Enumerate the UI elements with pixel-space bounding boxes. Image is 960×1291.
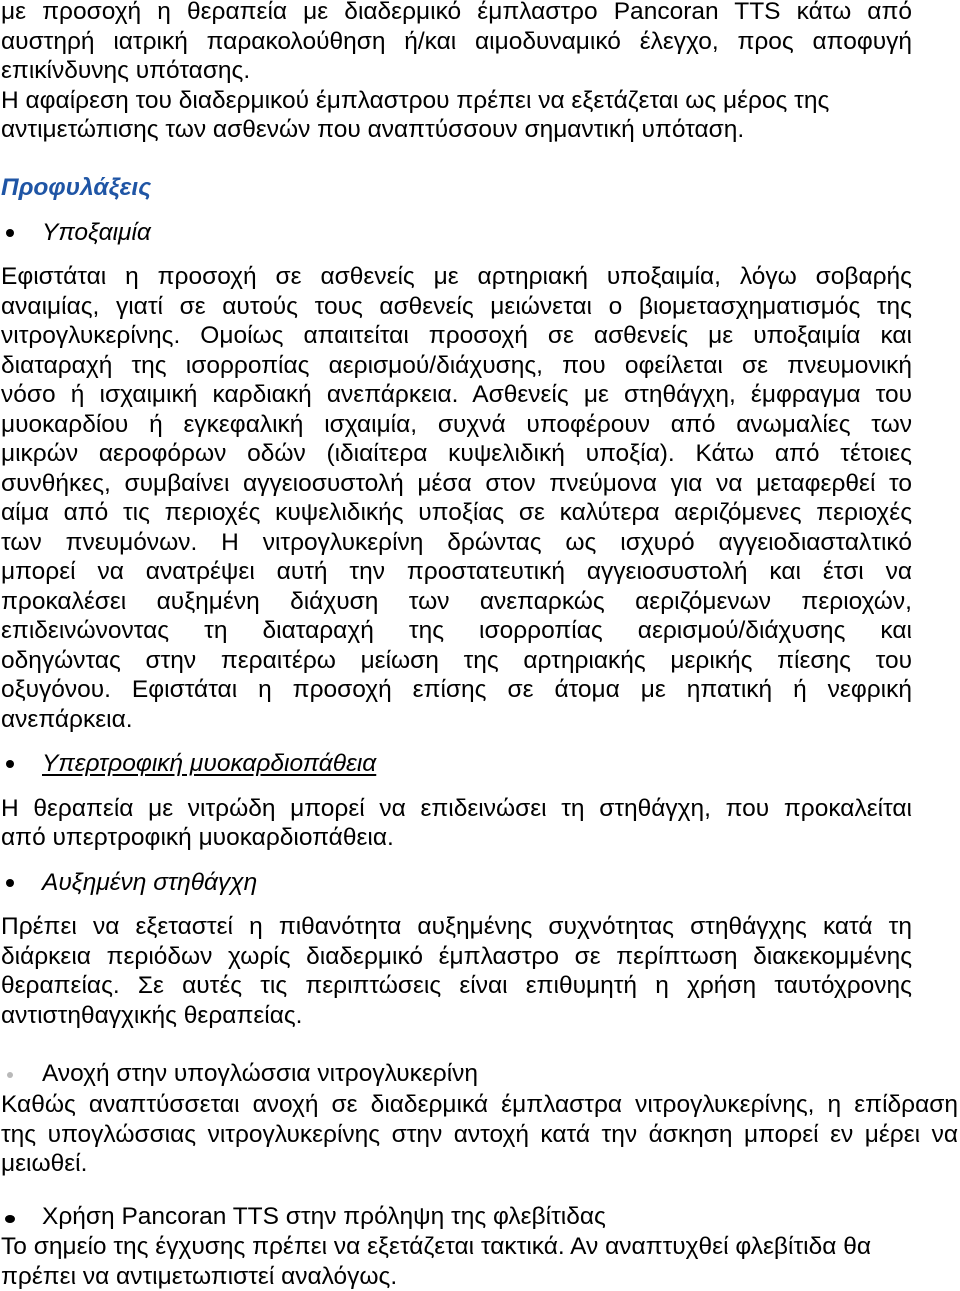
paragraph-line: Η αφαίρεση του διαδερμικού έμπλαστρου πρέπει να εξετάζεται ως μέρος της xyxy=(1,86,830,114)
section-title-row xyxy=(1,218,959,248)
paragraph-line: ανεπάρκεια. xyxy=(1,705,133,733)
paragraph-line: διαταραχή της ισορροπίας αερισμού/διάχυσης, που οφείλεται σε πνευμονική xyxy=(1,351,912,379)
paragraph-line: θεραπείας. Σε αυτές τις περιπτώσεις είναι επιθυμητή η χρήση ταυτόχρονης xyxy=(1,972,912,1000)
paragraph-line: επιδεινώνοντας τη διαταραχή της ισορροπίας αερισμού/διάχυσης και xyxy=(1,617,912,645)
paragraph-line: μυοκαρδίου ή εγκεφαλική ισχαιμία, συχνά υποφέρουν από ανωμαλίες των xyxy=(1,410,912,438)
section-title: Ανοχή στην υπογλώσσια νιτρογλυκερίνη xyxy=(42,1060,479,1088)
paragraph-line: μικρών αεροφόρων οδών (ιδιαίτερα κυψελιδική υποξία). Κάτω από τέτοιες xyxy=(1,440,912,468)
paragraph-line: νιτρογλυκερίνης. Ομοίως απαιτείται προσοχή σε ασθενείς με υποξαιμία και xyxy=(1,322,912,350)
paragraph-line: από υπερτροφική μυοκαρδιοπάθεια. xyxy=(1,824,394,852)
paragraph-line: αυστηρή ιατρική παρακολούθηση ή/και αιμοδυναμικό έλεγχο, προς αποφυγή xyxy=(1,27,912,55)
section-title-row xyxy=(1,749,959,779)
paragraph-line: επικίνδυνης υπότασης. xyxy=(1,57,251,85)
section-title-row xyxy=(1,1059,959,1089)
section-title: Υποξαιμία xyxy=(42,218,151,246)
paragraph-line: με προσοχή η θεραπεία με διαδερμικό έμπλαστρο Pancoran TTS κάτω από xyxy=(1,0,912,26)
paragraph-line: οδηγώντας στην περαιτέρω μείωση της αρτηριακής μερικής πίεσης του xyxy=(1,646,912,674)
paragraph-line: μπορεί να ανατρέψει αυτή την προστατευτική αγγειοσυστολή και έτσι να xyxy=(1,558,912,586)
paragraph-line: μειωθεί. xyxy=(1,1150,88,1178)
paragraph-line: Εφιστάται η προσοχή σε ασθενείς με αρτηριακή υποξαιμία, λόγω σοβαρής xyxy=(1,263,912,291)
bullet-icon xyxy=(7,1072,13,1078)
paragraph-line: των πνευμόνων. Η νιτρογλυκερίνη δρώντας ως ισχυρό αγγειοδιασταλτικό xyxy=(1,528,912,556)
section-heading: Προφυλάξεις xyxy=(1,174,152,202)
paragraph-line: αναιμίας, γιατί σε αυτούς τους ασθενείς μειώνεται ο βιομετασχηματισμός της xyxy=(1,292,912,320)
bullet-icon xyxy=(6,760,14,768)
paragraph-line: Το σημείο της έγχυσης πρέπει να εξετάζεται τακτικά. Αν αναπτυχθεί φλεβίτιδα θα xyxy=(1,1233,871,1261)
section-paragraph xyxy=(1,262,959,734)
paragraph-line: αίμα από τις περιοχές κυψελιδικής υποξίας σε καλύτερα αεριζόμενες περιοχές xyxy=(1,499,912,527)
paragraph-line: Καθώς αναπτύσσεται ανοχή σε διαδερμικά έμπλαστρα νιτρογλυκερίνης, η επίδραση xyxy=(1,1091,958,1119)
document-page xyxy=(1,0,959,1291)
section-paragraph xyxy=(1,912,959,1030)
paragraph-line: προκαλέσει αυξημένη διάχυση των ανεπαρκώς αεριζόμενων περιοχών, xyxy=(1,587,912,615)
section-title: Χρήση Pancoran TTS στην πρόληψη της φλεβίτιδας xyxy=(42,1203,606,1231)
paragraph-line: νόσο ή ισχαιμική καρδιακή ανεπάρκεια. Ασθενείς με στηθάγχη, έμφραγμα του xyxy=(1,381,912,409)
paragraph-line: αντιστηθαγχικής θεραπείας. xyxy=(1,1001,303,1029)
bullet-icon xyxy=(5,1215,15,1223)
section-title: Αυξημένη στηθάγχη xyxy=(42,868,258,896)
paragraph-line: διάρκεια περιόδων χωρίς διαδερμικό έμπλαστρο σε περίπτωση διακεκομμένης xyxy=(1,942,912,970)
paragraph-line: συνθήκες, συμβαίνει αγγειοσυστολή μέσα στον πνεύμονα για να μεταφερθεί το xyxy=(1,469,912,497)
section-paragraph xyxy=(1,1232,959,1291)
intro-paragraph xyxy=(1,0,959,145)
paragraph-line: αντιμετώπισης των ασθενών που αναπτύσσουν σημαντική υπόταση. xyxy=(1,116,745,144)
paragraph-line: οξυγόνου. Εφιστάται η προσοχή επίσης σε άτομα με ηπατική ή νεφρική xyxy=(1,676,912,704)
section-paragraph xyxy=(1,794,959,853)
bullet-icon xyxy=(6,229,14,237)
section-title: Υπερτροφική μυοκαρδιοπάθεια xyxy=(42,750,377,778)
paragraph-line: Πρέπει να εξεταστεί η πιθανότητα αυξημένης συχνότητας στηθάγχης κατά τη xyxy=(1,913,912,941)
bullet-icon xyxy=(6,879,14,887)
section-title-row xyxy=(1,868,959,898)
paragraph-line: πρέπει να αντιμετωπιστεί αναλόγως. xyxy=(1,1262,398,1290)
paragraph-line: της υπογλώσσιας νιτρογλυκερίνης στην αντοχή κατά την άσκηση μπορεί εν μέρει να xyxy=(1,1120,958,1148)
section-paragraph xyxy=(1,1090,959,1179)
section-title-row xyxy=(1,1202,959,1232)
paragraph-line: Η θεραπεία με νιτρώδη μπορεί να επιδεινώσει τη στηθάγχη, που προκαλείται xyxy=(1,794,912,822)
